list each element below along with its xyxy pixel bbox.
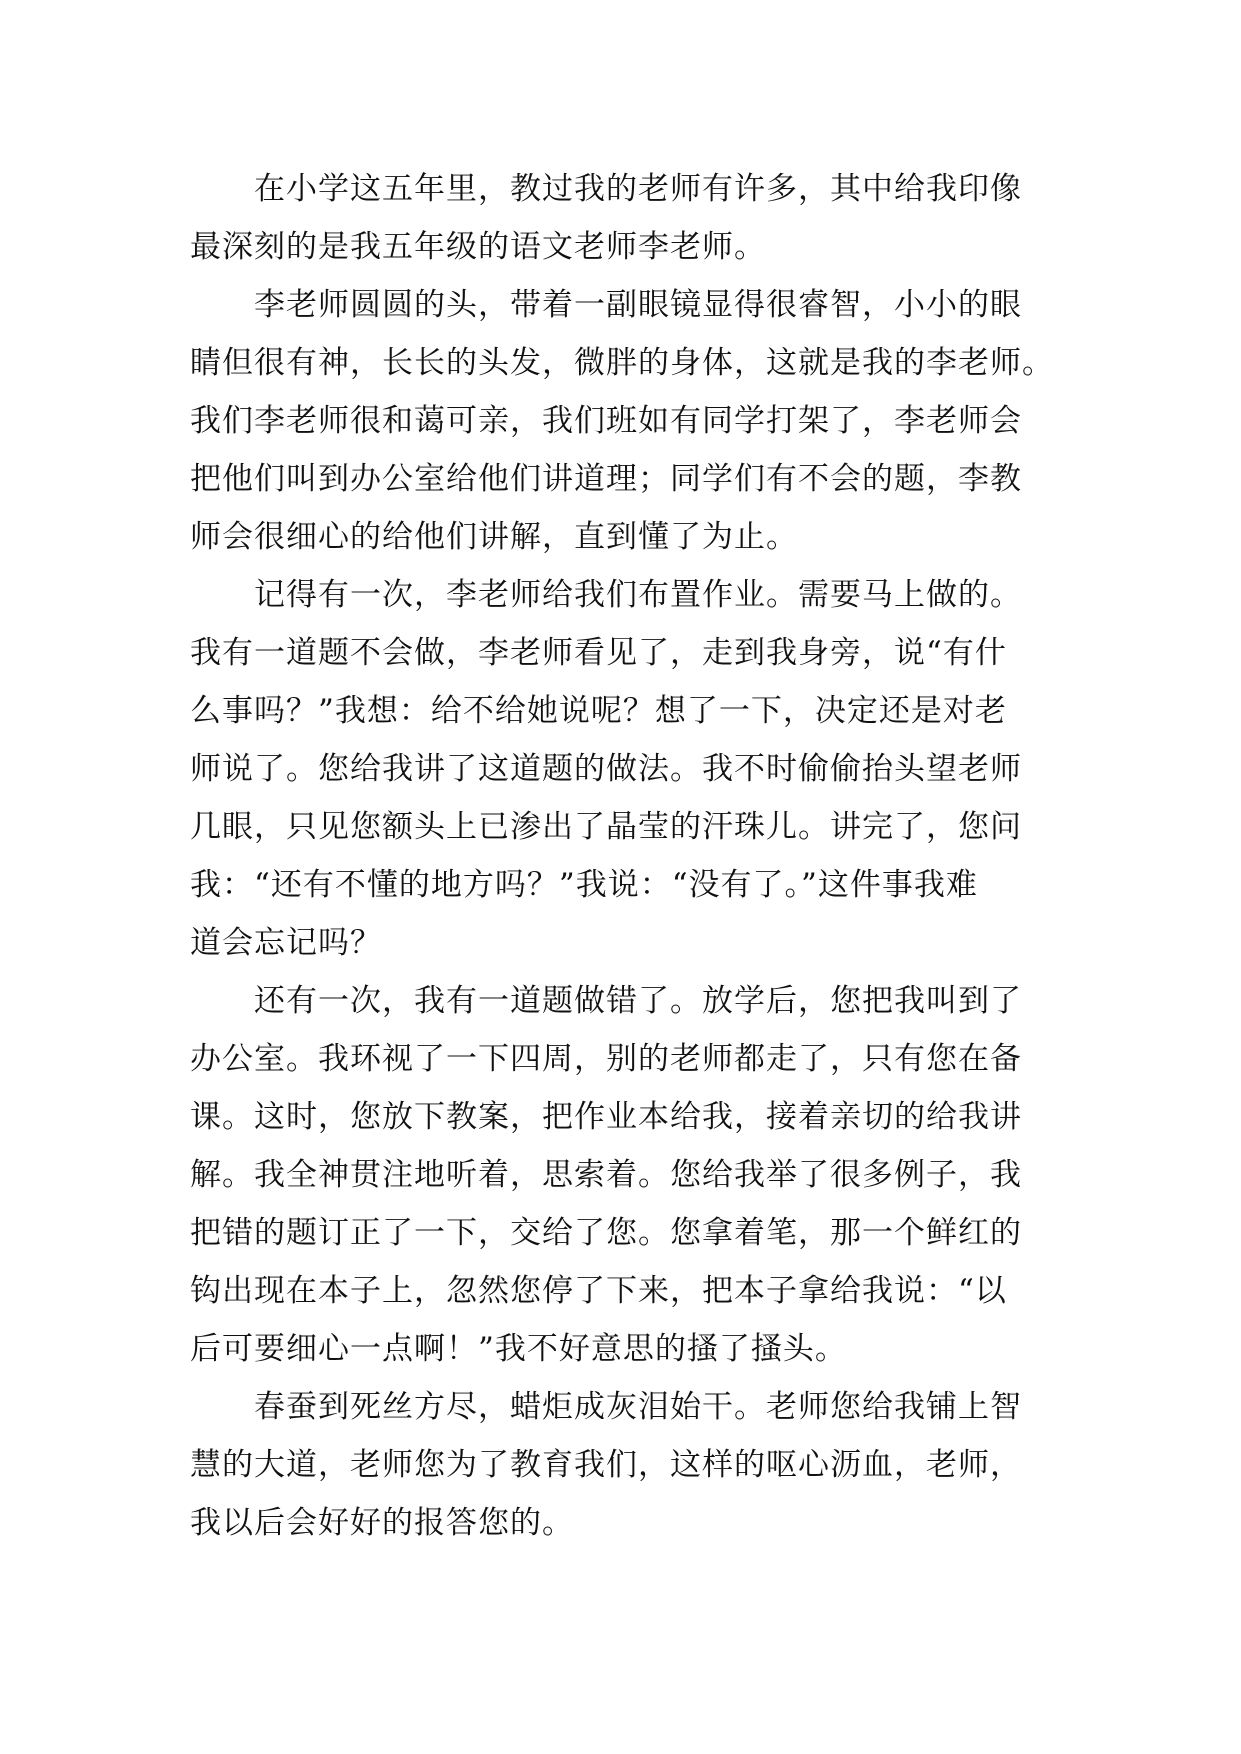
text-line: 钩出现在本子上，忽然您停了下来，把本子拿给我说：“以 xyxy=(190,1273,1007,1309)
text-line: 么事吗？”我想：给不给她说呢？想了一下，决定还是对老 xyxy=(190,693,1007,729)
text-line: 道会忘记吗？ xyxy=(190,925,382,961)
paragraph-3 xyxy=(190,566,1050,972)
paragraph-1 xyxy=(190,160,1050,276)
text-line: 师会很细心的给他们讲解，直到懂了为止。 xyxy=(190,519,798,555)
text-line: 在小学这五年里，教过我的老师有许多，其中给我印像 xyxy=(254,171,1022,207)
text-line: 还有一次，我有一道题做错了。放学后，您把我叫到了 xyxy=(254,983,1022,1019)
text-line: 我有一道题不会做，李老师看见了，走到我身旁，说“有什 xyxy=(190,635,1007,671)
text-line: 慧的大道，老师您为了教育我们，这样的呕心沥血，老师， xyxy=(190,1447,1022,1483)
text-line: 后可要细心一点啊！”我不好意思的搔了搔头。 xyxy=(190,1331,847,1367)
document-body xyxy=(190,160,1054,1552)
text-line: 记得有一次，李老师给我们布置作业。需要马上做的。 xyxy=(254,577,1022,613)
paragraph-2 xyxy=(190,276,1054,566)
text-line: 春蚕到死丝方尽，蜡炬成灰泪始干。老师您给我铺上智 xyxy=(254,1389,1022,1425)
text-line: 几眼，只见您额头上已渗出了晶莹的汗珠儿。讲完了，您问 xyxy=(190,809,1022,845)
paragraph-5 xyxy=(190,1378,1050,1552)
text-line: 我以后会好好的报答您的。 xyxy=(190,1505,574,1541)
text-line: 最深刻的是我五年级的语文老师李老师。 xyxy=(190,229,766,265)
text-line: 师说了。您给我讲了这道题的做法。我不时偷偷抬头望老师 xyxy=(190,751,1022,787)
paragraph-4 xyxy=(190,972,1050,1378)
text-line: 李老师圆圆的头，带着一副眼镜显得很睿智，小小的眼 xyxy=(254,287,1022,323)
text-line: 课。这时，您放下教案，把作业本给我，接着亲切的给我讲 xyxy=(190,1099,1022,1135)
text-line: 我们李老师很和蔼可亲，我们班如有同学打架了，李老师会 xyxy=(190,403,1022,439)
text-line: 办公室。我环视了一下四周，别的老师都走了，只有您在备 xyxy=(190,1041,1022,1077)
text-line: 把他们叫到办公室给他们讲道理；同学们有不会的题，李教 xyxy=(190,461,1022,497)
text-line: 把错的题订正了一下，交给了您。您拿着笔，那一个鲜红的 xyxy=(190,1215,1022,1251)
text-line: 我：“还有不懂的地方吗？”我说：“没有了。”这件事我难 xyxy=(190,867,978,903)
text-line: 解。我全神贯注地听着，思索着。您给我举了很多例子，我 xyxy=(190,1157,1022,1193)
text-line: 睛但很有神，长长的头发，微胖的身体，这就是我的李老师。 xyxy=(190,345,1054,381)
